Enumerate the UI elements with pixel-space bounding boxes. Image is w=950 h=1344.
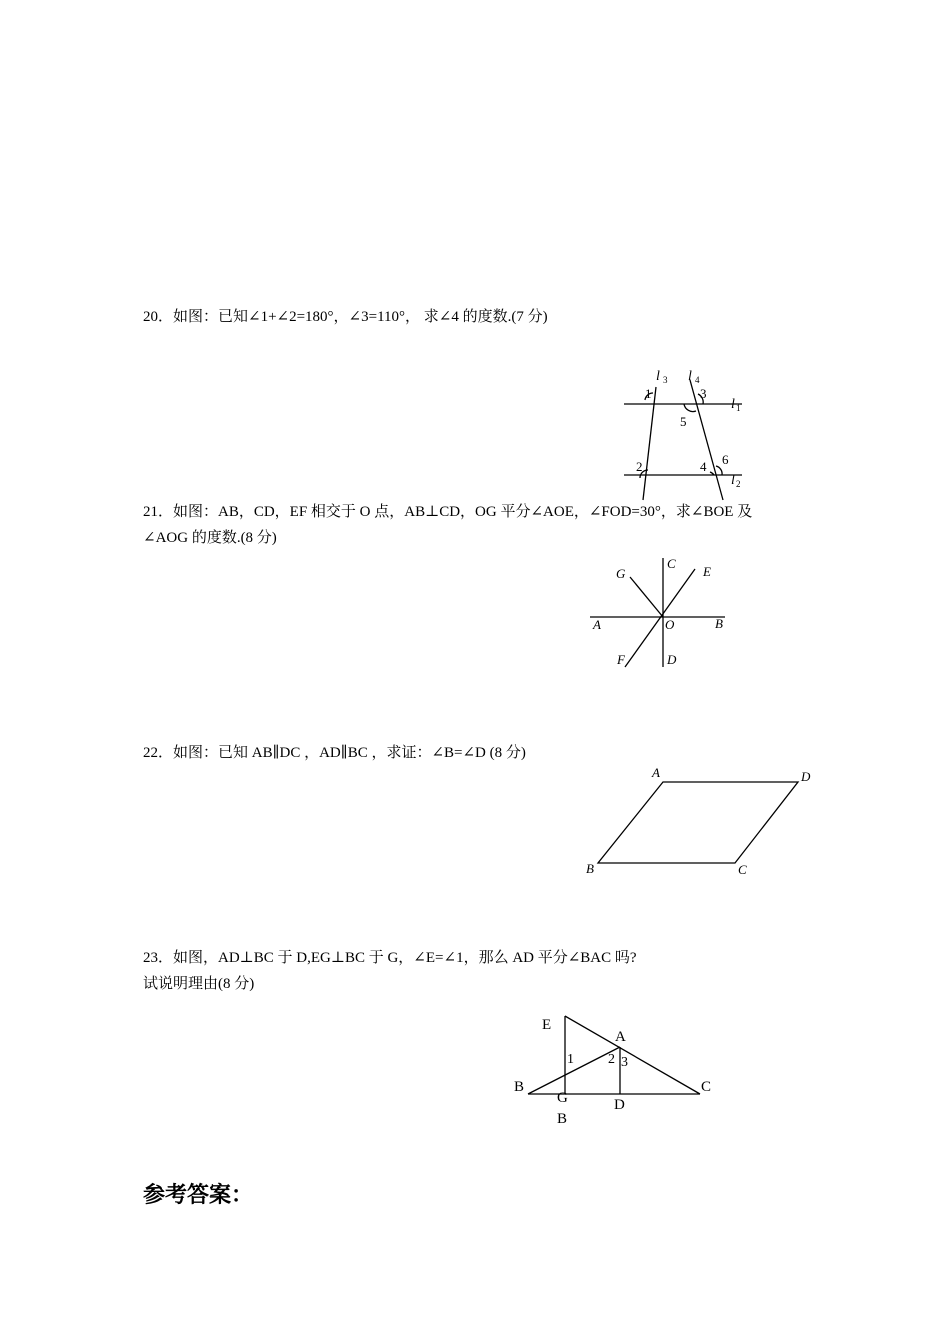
label-l2-sub: 2 bbox=[736, 479, 741, 489]
question-21-line-1: 21．如图：AB，CD，EF 相交于 O 点，AB⊥CD，OG 平分∠AOE，∠FOD=30°，求∠BOE 及 bbox=[143, 504, 753, 520]
label-l4: l bbox=[688, 369, 692, 384]
label-O: O bbox=[665, 617, 675, 632]
label-angle-1: 1 bbox=[567, 1052, 574, 1067]
label-angle-1: 1 bbox=[645, 386, 652, 401]
label-angle-6: 6 bbox=[722, 452, 729, 467]
label-C: C bbox=[667, 556, 676, 571]
label-D: D bbox=[667, 652, 677, 667]
ray-OG bbox=[630, 577, 663, 617]
label-D: D bbox=[614, 1097, 625, 1113]
question-22-text: 22．如图：已知 AB∥DC ，AD∥BC ，求证：∠B=∠D (8 分) bbox=[143, 745, 526, 761]
label-B: B bbox=[715, 616, 723, 631]
label-angle-4: 4 bbox=[700, 459, 707, 474]
label-D: D bbox=[801, 769, 811, 784]
label-C: C bbox=[701, 1079, 712, 1095]
label-G: G bbox=[616, 566, 626, 581]
label-A: A bbox=[593, 617, 601, 632]
label-B: B bbox=[514, 1079, 525, 1095]
label-angle-2: 2 bbox=[608, 1052, 615, 1067]
label-B: B bbox=[586, 861, 594, 876]
figure-21-intersecting-lines bbox=[585, 555, 735, 675]
label-B-below: B bbox=[557, 1111, 568, 1127]
answers-heading: 参考答案： bbox=[143, 1183, 254, 1208]
label-angle-5: 5 bbox=[680, 414, 687, 429]
label-E: E bbox=[703, 564, 711, 579]
question-20-text: 20．如图：已知∠1+∠2=180°，∠3=110°， 求∠4 的度数.(7 分) bbox=[143, 309, 548, 325]
label-l1: l bbox=[731, 397, 735, 412]
figure-20-parallel-lines bbox=[600, 360, 760, 505]
label-C: C bbox=[738, 862, 747, 877]
line-EC bbox=[565, 1016, 700, 1094]
arc-angle-6 bbox=[716, 466, 722, 475]
question-23-line-1: 23．如图，AD⊥BC 于 D,EG⊥BC 于 G，∠E=∠1，那么 AD 平分∠BAC 吗? bbox=[143, 950, 637, 966]
label-l1-sub: 1 bbox=[736, 403, 741, 413]
label-l3: l bbox=[656, 369, 660, 384]
label-angle-3: 3 bbox=[621, 1055, 628, 1070]
label-angle-3: 3 bbox=[700, 386, 707, 401]
figure-23-triangle bbox=[505, 1010, 725, 1130]
label-F: F bbox=[617, 652, 625, 667]
label-l3-sub: 3 bbox=[663, 375, 668, 385]
question-23-line-2: 试说明理由(8 分) bbox=[143, 976, 255, 992]
label-G: G bbox=[557, 1090, 568, 1106]
label-angle-2: 2 bbox=[636, 459, 643, 474]
label-A: A bbox=[652, 765, 660, 780]
question-21-line-2: ∠AOG 的度数.(8 分) bbox=[143, 530, 277, 546]
label-l4-sub: 4 bbox=[695, 375, 700, 385]
arc-angle-5 bbox=[684, 404, 696, 412]
parallelogram-ABCD bbox=[598, 782, 798, 863]
line-l4 bbox=[690, 380, 723, 500]
line-BA bbox=[528, 1047, 620, 1094]
figure-22-parallelogram bbox=[580, 762, 820, 882]
label-A: A bbox=[615, 1029, 626, 1045]
label-l2: l bbox=[731, 473, 735, 488]
label-E: E bbox=[542, 1017, 552, 1033]
